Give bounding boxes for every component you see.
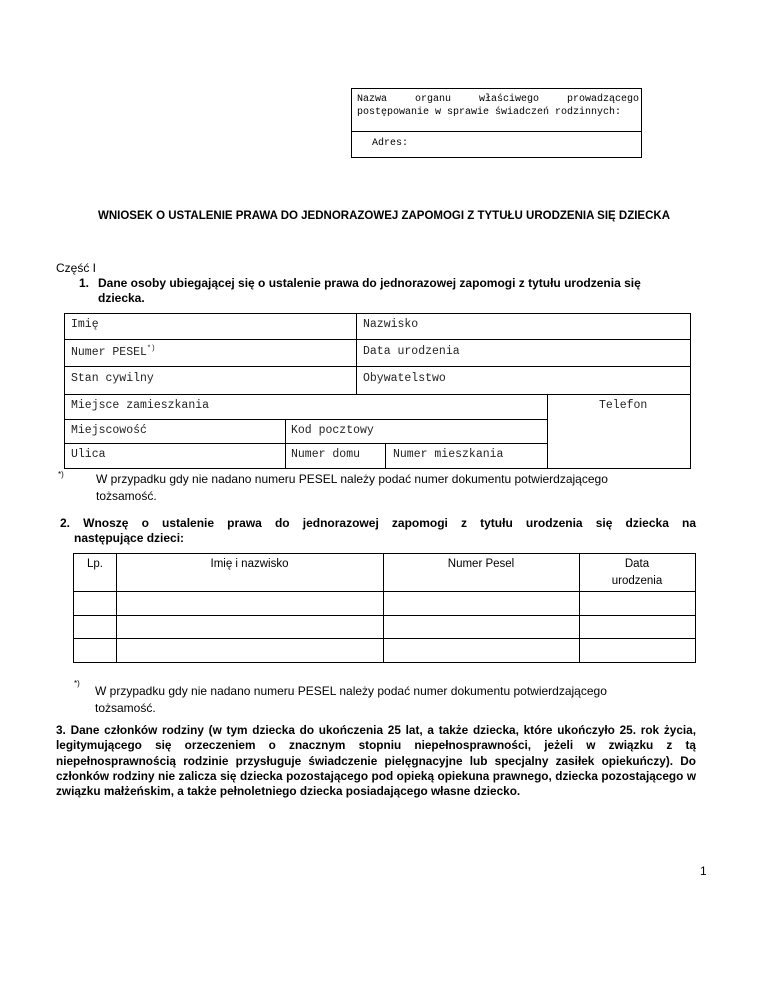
residence-label: Miejsce zamieszkania	[71, 399, 210, 412]
pesel-field[interactable]	[71, 345, 155, 359]
birth-date-field[interactable]: Data urodzenia	[363, 345, 460, 358]
citizenship-field[interactable]: Obywatelstwo	[363, 372, 446, 385]
authority-divider	[352, 131, 641, 132]
child-row-2[interactable]	[117, 616, 382, 637]
apartment-number-field[interactable]: Numer mieszkania	[393, 448, 504, 461]
part-label: Część I	[56, 261, 97, 275]
col-birth-date	[579, 556, 695, 590]
authority-name-label: Nazwa organu właściwego prowadzącego postępowanie w sprawie świadczeń rodzinnych:	[357, 94, 639, 118]
first-name-field[interactable]: Imię	[71, 318, 99, 331]
section2-heading-line2: następujące dzieci:	[74, 531, 185, 545]
section3-text: 3. Dane członków rodziny (w tym dziecka do ukończenia 25 lat, a także dziecka, które ukończyło 25. rok życia, legitymującego się orzeczeniem o znacznym stopniu niepełnosprawności, jeżeli w związku z tą niepełnosprawnością rodzinie przysługuje świadczenie pielęgnacyjne lub specjalny zasiłek opiekuńczy). Do członków rodziny nie zalicza się dziecka pozostającego pod opieką opiekuna prawnego, dziecka pozostającego w związku małżeńskim, a także pełnoletniego dziecka posiadającego własne dziecko.	[56, 723, 696, 799]
section1-number: 1.	[79, 276, 90, 290]
col-birth-date-line1: Data	[624, 558, 650, 570]
phone-field[interactable]: Telefon	[599, 399, 648, 412]
authority-address-label: Adres:	[372, 138, 409, 149]
marital-status-field[interactable]: Stan cywilny	[71, 372, 154, 385]
house-number-field[interactable]: Numer domu	[291, 448, 361, 461]
col-birth-date-line2: urodzenia	[611, 575, 663, 587]
person-data-table	[64, 313, 691, 469]
col-lp: Lp.	[87, 558, 103, 570]
pesel-footnote-mark: *)	[146, 345, 156, 353]
col-pesel: Numer Pesel	[447, 558, 515, 570]
footnote2-mark: *)	[74, 679, 80, 688]
child-row-3[interactable]	[117, 639, 382, 661]
footnote1-mark: *)	[58, 470, 64, 479]
street-field[interactable]: Ulica	[71, 448, 106, 461]
footnote1-line1: W przypadku gdy nie nadano numeru PESEL należy podać numer dokumentu potwierdzającego	[96, 472, 608, 486]
footnote1-line2: tożsamość.	[96, 489, 157, 503]
last-name-field[interactable]: Nazwisko	[363, 318, 419, 331]
section2-heading-line1: 2. Wnoszę o ustalenie prawa do jednorazowej zapomogi z tytułu urodzenia się dziecka na	[60, 516, 696, 530]
form-title: WNIOSEK O USTALENIE PRAWA DO JEDNORAZOWEJ ZAPOMOGI Z TYTUŁU URODZENIA SIĘ DZIECKA	[97, 210, 671, 222]
child-row-1[interactable]	[117, 592, 382, 614]
authority-box	[351, 88, 642, 158]
postal-code-field[interactable]: Kod pocztowy	[291, 424, 374, 437]
col-name: Imię i nazwisko	[210, 558, 289, 570]
footnote2-line1: W przypadku gdy nie nadano numeru PESEL należy podać numer dokumentu potwierdzającego	[95, 684, 607, 698]
footnote2-line2: tożsamość.	[95, 701, 156, 715]
section1-text: Dane osoby ubiegającej się o ustalenie prawa do jednorazowej zapomogi z tytułu urodzenia się dziecka.	[98, 276, 641, 305]
children-table	[73, 553, 696, 663]
city-field[interactable]: Miejscowość	[71, 424, 147, 437]
page-number: 1	[700, 864, 707, 878]
pesel-label: Numer PESEL	[71, 345, 147, 359]
